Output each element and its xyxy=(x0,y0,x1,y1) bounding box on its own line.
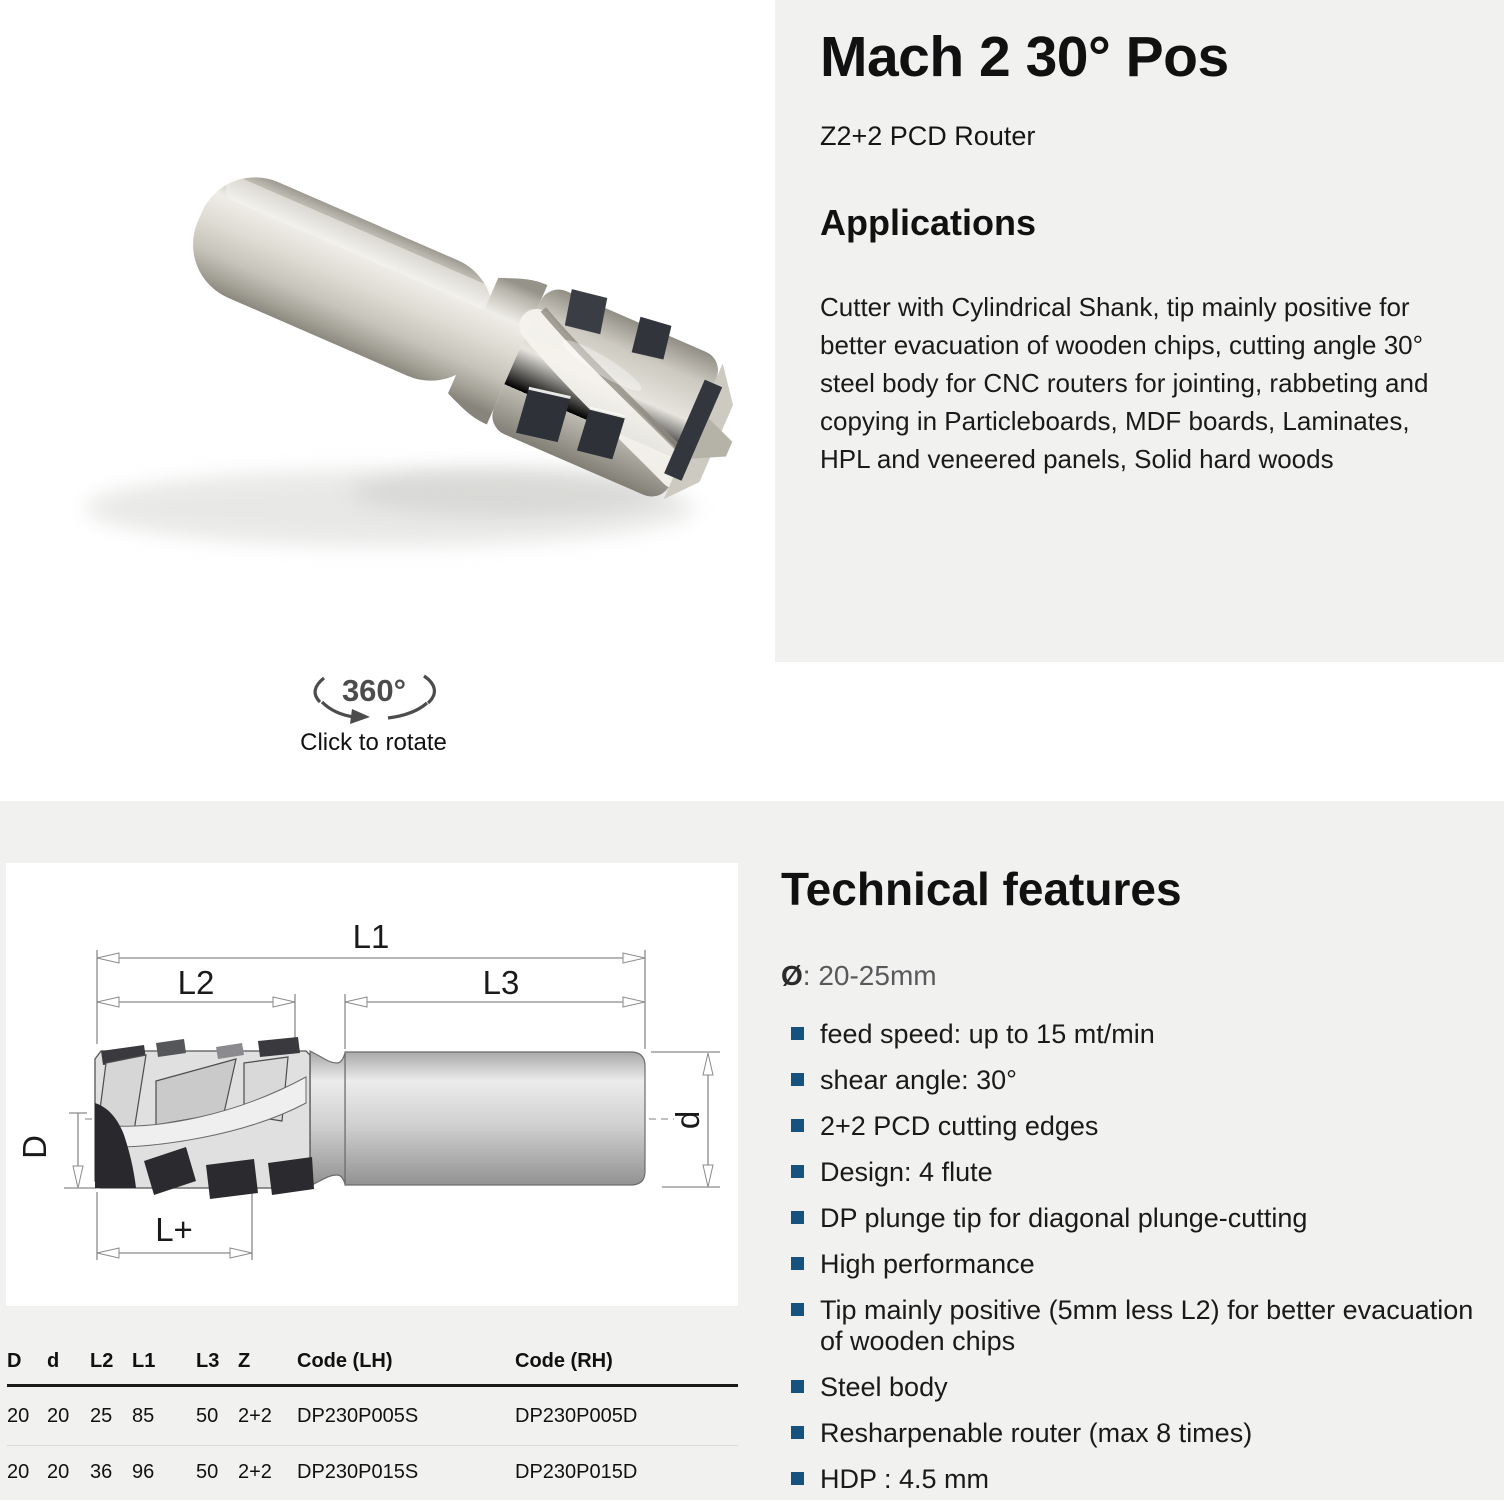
diameter-value: : 20-25mm xyxy=(802,960,937,991)
cell: DP230P005S xyxy=(297,1404,419,1427)
feature-item: feed speed: up to 15 mt/min xyxy=(781,1019,1481,1050)
product-info-panel xyxy=(775,0,1504,662)
feature-item: Resharpenable router (max 8 times) xyxy=(781,1418,1481,1449)
cell: 20 xyxy=(47,1460,70,1483)
cell: 20 xyxy=(7,1460,30,1483)
rotate-360-control[interactable] xyxy=(286,662,461,757)
table-row xyxy=(7,1446,738,1498)
dim-label-l-plus: L+ xyxy=(155,1211,193,1248)
cell: DP230P015D xyxy=(515,1460,638,1483)
applications-text: Cutter with Cylindrical Shank, tip mainly positive for better evacuation of wooden chips, cutting angle 30° steel body for CNC routers for jointing, rabbeting and copying in Particleboards, MDF boards, Laminates, HPL and veneered panels, Solid hard woods xyxy=(820,291,1429,474)
spec-table xyxy=(7,1338,738,1498)
rotate-caption: Click to rotate xyxy=(300,729,447,756)
technical-drawing xyxy=(6,863,738,1306)
col-header: D xyxy=(7,1349,22,1372)
feature-item: Steel body xyxy=(781,1372,1481,1403)
dim-label-l2: L2 xyxy=(177,964,215,1001)
feature-item: DP plunge tip for diagonal plunge-cutting xyxy=(781,1203,1481,1234)
col-header: L2 xyxy=(90,1349,114,1372)
feature-item: Tip mainly positive (5mm less L2) for better evacuation of wooden chips xyxy=(781,1295,1481,1357)
dim-label-l3: L3 xyxy=(482,964,520,1001)
cell: 20 xyxy=(7,1404,30,1427)
rotate-badge-text: 360° xyxy=(341,673,406,708)
technical-features xyxy=(781,862,1481,1500)
feature-item: High performance xyxy=(781,1249,1481,1280)
cell: DP230P005D xyxy=(515,1404,638,1427)
product-subtitle: Z2+2 PCD Router xyxy=(820,120,1036,151)
dim-label-d-minor: d xyxy=(669,1110,706,1130)
feature-item: shear angle: 30° xyxy=(781,1065,1481,1096)
applications-heading: Applications xyxy=(820,201,1037,243)
cell: DP230P015S xyxy=(297,1460,419,1483)
router-bit-render xyxy=(30,30,740,630)
dim-label-d-major: D xyxy=(16,1135,53,1159)
technical-section xyxy=(0,801,1504,1500)
col-header: L3 xyxy=(196,1349,220,1372)
cell: 85 xyxy=(132,1404,155,1427)
dimension-drawing xyxy=(6,863,738,1306)
diameter-range xyxy=(781,960,1481,992)
product-photo[interactable] xyxy=(30,30,740,630)
spec-table-header xyxy=(7,1338,738,1387)
diameter-symbol: Ø xyxy=(781,960,803,991)
feature-list xyxy=(781,1019,1481,1495)
feature-item: Design: 4 flute xyxy=(781,1157,1481,1188)
col-header: Code (LH) xyxy=(297,1349,393,1372)
page-title: Mach 2 30° Pos xyxy=(820,25,1229,89)
cell: 50 xyxy=(196,1404,219,1427)
technical-features-heading: Technical features xyxy=(781,863,1182,915)
cell: 96 xyxy=(132,1460,155,1483)
col-header: d xyxy=(47,1349,60,1372)
cell: 50 xyxy=(196,1460,219,1483)
cell: 25 xyxy=(90,1404,113,1427)
dim-label-l1: L1 xyxy=(352,918,390,955)
col-header: Code (RH) xyxy=(515,1349,613,1372)
cell: 2+2 xyxy=(238,1404,272,1427)
feature-item: HDP : 4.5 mm xyxy=(781,1464,1481,1495)
cell: 20 xyxy=(47,1404,70,1427)
table-row xyxy=(7,1387,738,1446)
cutter-head-drawing xyxy=(95,1037,314,1199)
cell: 2+2 xyxy=(238,1460,272,1483)
col-header: L1 xyxy=(132,1349,156,1372)
cell: 36 xyxy=(90,1460,113,1483)
feature-item: 2+2 PCD cutting edges xyxy=(781,1111,1481,1142)
col-header: Z xyxy=(238,1349,251,1372)
rotate-360-icon xyxy=(294,662,454,724)
